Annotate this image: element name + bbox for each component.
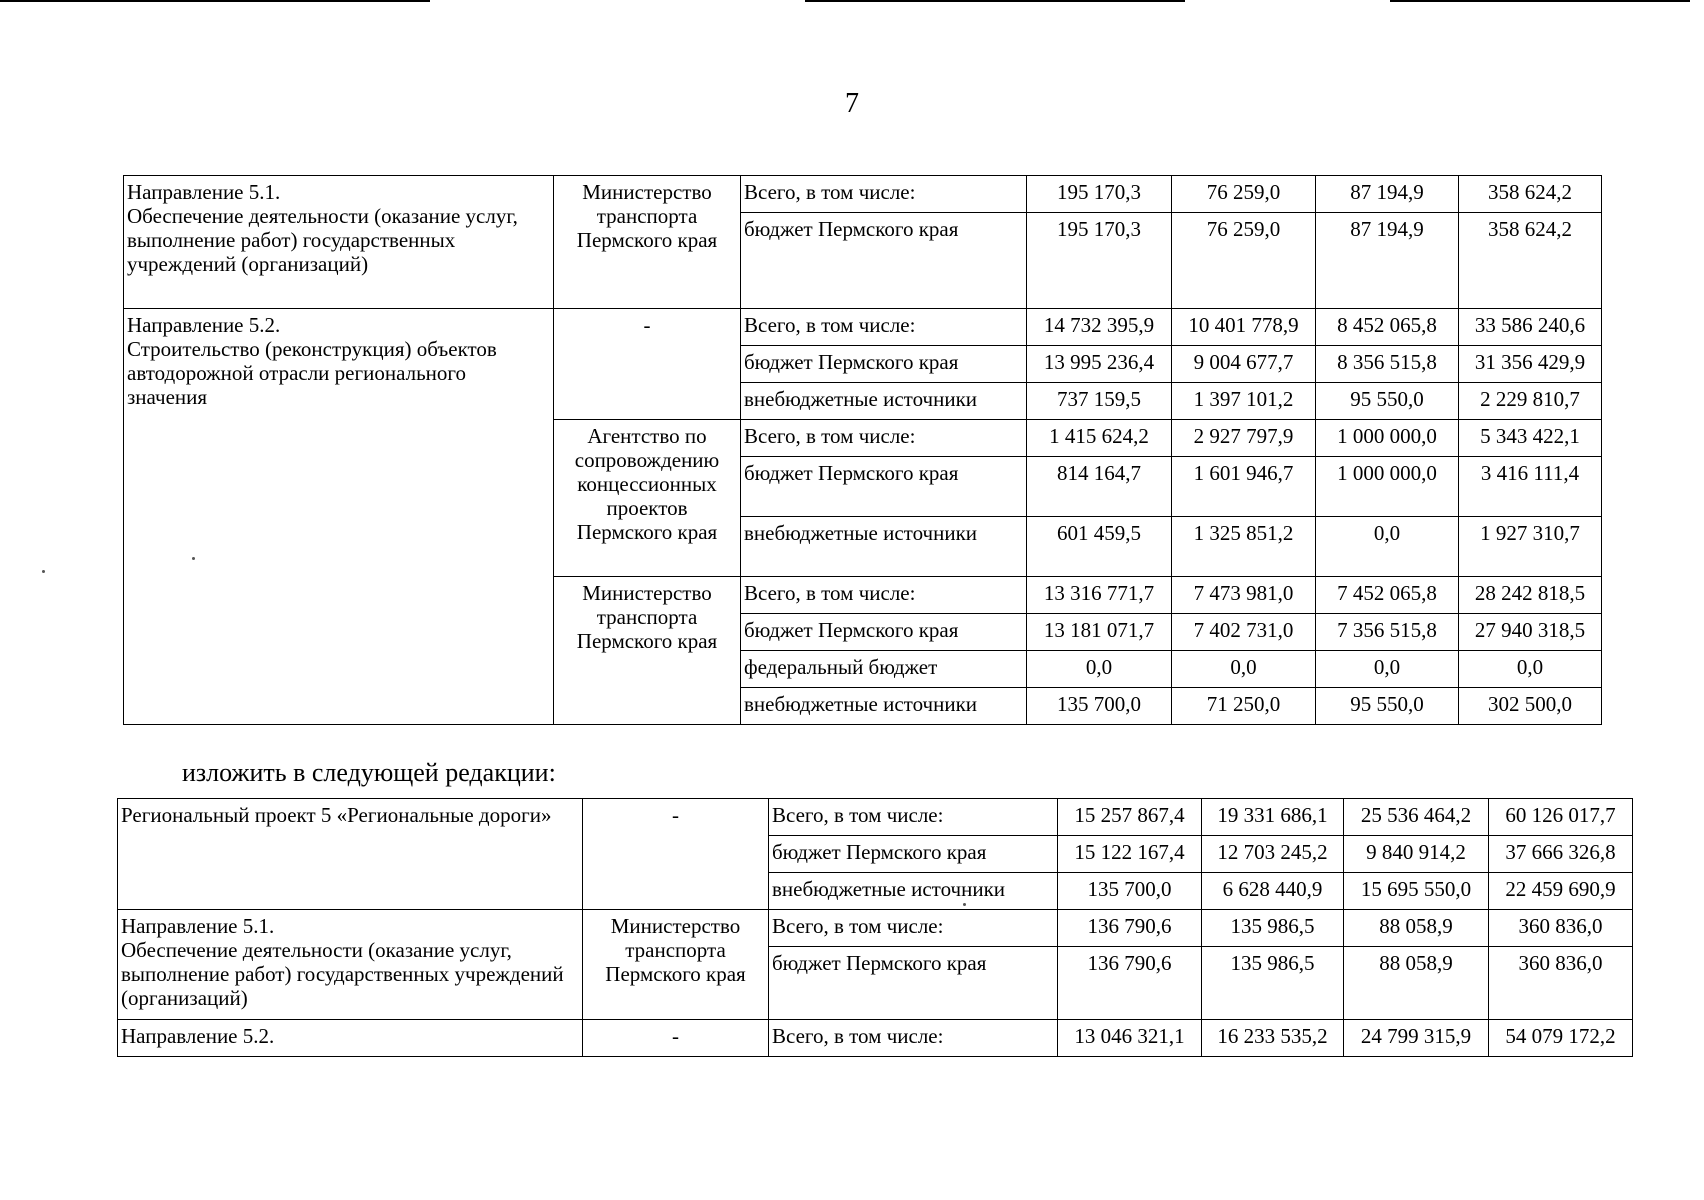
- scan-edge-line: [805, 0, 1185, 2]
- funding-source: Всего, в том числе:: [741, 420, 1027, 457]
- value-cell: 135 986,5: [1202, 910, 1344, 947]
- funding-source: бюджет Пермского края: [741, 457, 1027, 517]
- table-row: [118, 910, 1633, 947]
- direction-description: Обеспечение деятельности (оказание услуг, выполнение работ) государственных учреждений (организаций): [127, 204, 518, 276]
- project-name-cell: Региональный проект 5 «Региональные дороги»: [118, 799, 583, 910]
- value-cell: 135 700,0: [1027, 688, 1172, 725]
- value-cell: 360 836,0: [1489, 910, 1633, 947]
- value-cell: 1 927 310,7: [1459, 517, 1602, 577]
- funding-source: бюджет Пермского края: [769, 836, 1058, 873]
- value-cell: 14 732 395,9: [1027, 309, 1172, 346]
- value-cell: 87 194,9: [1316, 176, 1459, 213]
- organization-cell: -: [583, 799, 769, 910]
- value-cell: 15 122 167,4: [1058, 836, 1202, 873]
- value-cell: 0,0: [1027, 651, 1172, 688]
- direction-title: Направление 5.2.: [121, 1024, 275, 1048]
- amendment-phrase: изложить в следующей редакции:: [182, 758, 556, 787]
- value-cell: 302 500,0: [1459, 688, 1602, 725]
- value-cell: 88 058,9: [1344, 947, 1489, 1020]
- organization-cell: Министерство транспорта Пермского края: [554, 176, 741, 309]
- funding-source: Всего, в том числе:: [769, 1020, 1058, 1057]
- value-cell: 135 986,5: [1202, 947, 1344, 1020]
- direction-description: Строительство (реконструкция) объектов автодорожной отрасли регионального значения: [127, 337, 497, 409]
- funding-source: федеральный бюджет: [741, 651, 1027, 688]
- value-cell: 7 452 065,8: [1316, 577, 1459, 614]
- funding-source: Всего, в том числе:: [741, 577, 1027, 614]
- direction-cell: [118, 910, 583, 1020]
- value-cell: 2 927 797,9: [1172, 420, 1316, 457]
- value-cell: 76 259,0: [1172, 213, 1316, 309]
- value-cell: 15 695 550,0: [1344, 873, 1489, 910]
- value-cell: 195 170,3: [1027, 176, 1172, 213]
- value-cell: 76 259,0: [1172, 176, 1316, 213]
- value-cell: 13 995 236,4: [1027, 346, 1172, 383]
- funding-source: внебюджетные источники: [769, 873, 1058, 910]
- value-cell: 7 356 515,8: [1316, 614, 1459, 651]
- value-cell: 95 550,0: [1316, 688, 1459, 725]
- value-cell: 12 703 245,2: [1202, 836, 1344, 873]
- value-cell: 54 079 172,2: [1489, 1020, 1633, 1057]
- organization-cell: Агентство по сопровождению концессионных проектов Пермского края: [554, 420, 741, 577]
- organization-cell: -: [554, 309, 741, 420]
- new-budget-table: [117, 798, 1633, 1057]
- value-cell: 1 000 000,0: [1316, 420, 1459, 457]
- direction-cell: [118, 1020, 583, 1057]
- page-number: 7: [845, 88, 859, 119]
- value-cell: 1 325 851,2: [1172, 517, 1316, 577]
- value-cell: 135 700,0: [1058, 873, 1202, 910]
- scan-edge-line: [0, 0, 430, 2]
- value-cell: 6 628 440,9: [1202, 873, 1344, 910]
- value-cell: 8 452 065,8: [1316, 309, 1459, 346]
- value-cell: 1 601 946,7: [1172, 457, 1316, 517]
- funding-source: бюджет Пермского края: [741, 346, 1027, 383]
- value-cell: 15 257 867,4: [1058, 799, 1202, 836]
- organization-cell: Министерство транспорта Пермского края: [583, 910, 769, 1020]
- value-cell: 1 397 101,2: [1172, 383, 1316, 420]
- direction-title: Направление 5.2.: [127, 313, 281, 337]
- organization-cell: Министерство транспорта Пермского края: [554, 577, 741, 725]
- table-row: [124, 176, 1602, 213]
- value-cell: 37 666 326,8: [1489, 836, 1633, 873]
- value-cell: 95 550,0: [1316, 383, 1459, 420]
- funding-source: Всего, в том числе:: [741, 176, 1027, 213]
- funding-source: бюджет Пермского края: [741, 614, 1027, 651]
- value-cell: 0,0: [1316, 651, 1459, 688]
- value-cell: 10 401 778,9: [1172, 309, 1316, 346]
- value-cell: 136 790,6: [1058, 947, 1202, 1020]
- value-cell: 87 194,9: [1316, 213, 1459, 309]
- funding-source: внебюджетные источники: [741, 688, 1027, 725]
- value-cell: 5 343 422,1: [1459, 420, 1602, 457]
- scan-dot: [42, 570, 45, 573]
- value-cell: 358 624,2: [1459, 213, 1602, 309]
- direction-cell: [124, 176, 554, 309]
- value-cell: 33 586 240,6: [1459, 309, 1602, 346]
- direction-cell: [124, 309, 554, 725]
- value-cell: 60 126 017,7: [1489, 799, 1633, 836]
- funding-source: Всего, в том числе:: [769, 799, 1058, 836]
- value-cell: 13 181 071,7: [1027, 614, 1172, 651]
- value-cell: 3 416 111,4: [1459, 457, 1602, 517]
- value-cell: 9 840 914,2: [1344, 836, 1489, 873]
- value-cell: 2 229 810,7: [1459, 383, 1602, 420]
- value-cell: 24 799 315,9: [1344, 1020, 1489, 1057]
- value-cell: 71 250,0: [1172, 688, 1316, 725]
- value-cell: 0,0: [1459, 651, 1602, 688]
- value-cell: 737 159,5: [1027, 383, 1172, 420]
- funding-source: бюджет Пермского края: [741, 213, 1027, 309]
- value-cell: 19 331 686,1: [1202, 799, 1344, 836]
- value-cell: 8 356 515,8: [1316, 346, 1459, 383]
- value-cell: 358 624,2: [1459, 176, 1602, 213]
- value-cell: 360 836,0: [1489, 947, 1633, 1020]
- value-cell: 601 459,5: [1027, 517, 1172, 577]
- value-cell: 9 004 677,7: [1172, 346, 1316, 383]
- organization-cell: -: [583, 1020, 769, 1057]
- value-cell: 13 316 771,7: [1027, 577, 1172, 614]
- value-cell: 13 046 321,1: [1058, 1020, 1202, 1057]
- direction-title: Направление 5.1.: [127, 180, 281, 204]
- value-cell: 7 402 731,0: [1172, 614, 1316, 651]
- funding-source: бюджет Пермского края: [769, 947, 1058, 1020]
- table-row: [118, 1020, 1633, 1057]
- value-cell: 16 233 535,2: [1202, 1020, 1344, 1057]
- value-cell: 0,0: [1172, 651, 1316, 688]
- direction-description: Обеспечение деятельности (оказание услуг, выполнение работ) государственных учреждений (организаций): [121, 938, 564, 1010]
- value-cell: 22 459 690,9: [1489, 873, 1633, 910]
- value-cell: 1 415 624,2: [1027, 420, 1172, 457]
- value-cell: 7 473 981,0: [1172, 577, 1316, 614]
- direction-title: Направление 5.1.: [121, 914, 275, 938]
- funding-source: Всего, в том числе:: [769, 910, 1058, 947]
- funding-source: внебюджетные источники: [741, 383, 1027, 420]
- value-cell: 27 940 318,5: [1459, 614, 1602, 651]
- value-cell: 28 242 818,5: [1459, 577, 1602, 614]
- value-cell: 88 058,9: [1344, 910, 1489, 947]
- old-budget-table: [123, 175, 1602, 725]
- value-cell: 814 164,7: [1027, 457, 1172, 517]
- funding-source: внебюджетные источники: [741, 517, 1027, 577]
- value-cell: 25 536 464,2: [1344, 799, 1489, 836]
- scan-edge-line: [1390, 0, 1690, 2]
- table-row: [118, 799, 1633, 836]
- table-row: [124, 309, 1602, 346]
- value-cell: 195 170,3: [1027, 213, 1172, 309]
- value-cell: 1 000 000,0: [1316, 457, 1459, 517]
- value-cell: 136 790,6: [1058, 910, 1202, 947]
- funding-source: Всего, в том числе:: [741, 309, 1027, 346]
- value-cell: 31 356 429,9: [1459, 346, 1602, 383]
- value-cell: 0,0: [1316, 517, 1459, 577]
